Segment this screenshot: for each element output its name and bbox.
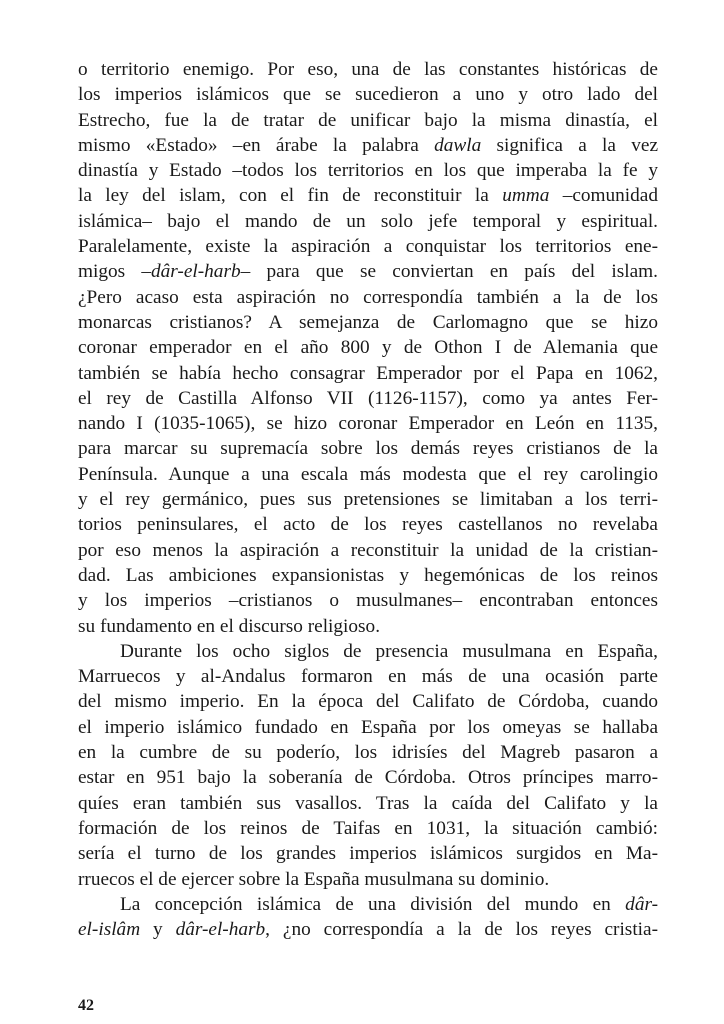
text-line: migos –dâr-el-harb– para que se conviertan en país del islam. [78, 261, 658, 283]
page-number: 42 [78, 997, 94, 1014]
text-line: estar en 951 bajo la soberanía de Córdoba. Otros príncipes marro- [78, 767, 658, 789]
body-text [78, 57, 658, 942]
text-line: por eso menos la aspiración a reconstituir la unidad de la cristian- [78, 539, 658, 561]
text-line: Paralelamente, existe la aspiración a conquistar los territorios ene- [78, 236, 658, 258]
text-line: la ley del islam, con el fin de reconstituir la umma –comunidad [78, 185, 659, 207]
text-line: el-islâm y dâr-el-harb, ¿no correspondía a la de los reyes cristia- [78, 919, 659, 941]
text-line: dinastía y Estado –todos los territorios en los que imperaba la fe y [78, 160, 658, 182]
text-line: La concepción islámica de una división del mundo en dâr- [120, 893, 658, 915]
text-line: formación de los reinos de Taifas en 1031, la situación cambió: [78, 817, 658, 839]
text-line: torios peninsulares, el acto de los reyes castellanos no revelaba [78, 514, 658, 536]
text-line: Península. Aunque a una escala más modesta que el rey carolingio [78, 463, 658, 485]
text-line: Durante los ocho siglos de presencia musulmana en España, [120, 640, 658, 662]
text-line: sería el turno de los grandes imperios islámicos surgidos en Ma- [78, 843, 658, 865]
paragraph [78, 57, 658, 639]
text-line: nando I (1035-1065), se hizo coronar Emperador en León en 1135, [78, 413, 658, 435]
text-line: islámica– bajo el mando de un solo jefe temporal y espiritual. [78, 210, 658, 232]
text-line: el imperio islámico fundado en España por los omeyas se hallaba [78, 716, 658, 738]
text-line: quíes eran también sus vasallos. Tras la caída del Califato y la [78, 792, 658, 814]
text-line: su fundamento en el discurso religioso. [78, 615, 381, 637]
text-line: y el rey germánico, pues sus pretensiones se limitaban a los terri- [78, 489, 658, 511]
text-line: Marruecos y al-Andalus formaron en más de una ocasión parte [78, 666, 658, 688]
text-line: el rey de Castilla Alfonso VII (1126-1157), como ya antes Fer- [78, 387, 658, 409]
text-line: mismo «Estado» –en árabe la palabra dawla significa a la vez [78, 134, 659, 156]
text-line: o territorio enemigo. Por eso, una de las constantes históricas de [78, 59, 658, 80]
text-line: Estrecho, fue la de tratar de unificar bajo la misma dinastía, el [78, 109, 658, 131]
text-line: y los imperios –cristianos o musulmanes– encontraban entonces [78, 590, 658, 612]
text-line: también se había hecho consagrar Emperador por el Papa en 1062, [78, 362, 658, 384]
text-line: del mismo imperio. En la época del Califato de Córdoba, cuando [78, 691, 658, 713]
paragraph [78, 892, 658, 943]
text-line: dad. Las ambiciones expansionistas y hegemónicas de los reinos [78, 564, 658, 586]
text-line: rruecos el de ejercer sobre la España musulmana su dominio. [78, 868, 550, 890]
text-line: para marcar su supremacía sobre los demás reyes cristianos de la [78, 438, 658, 460]
text-line: en la cumbre de su poderío, los idrisíes del Magreb pasaron a [78, 742, 658, 764]
text-line: los imperios islámicos que se sucedieron a uno y otro lado del [78, 84, 658, 106]
paragraph [78, 639, 658, 892]
text-line: monarcas cristianos? A semejanza de Carlomagno que se hizo [78, 311, 658, 333]
text-line: coronar emperador en el año 800 y de Othon I de Alemania que [78, 337, 658, 359]
text-line: ¿Pero acaso esta aspiración no correspondía también a la de los [78, 286, 658, 308]
